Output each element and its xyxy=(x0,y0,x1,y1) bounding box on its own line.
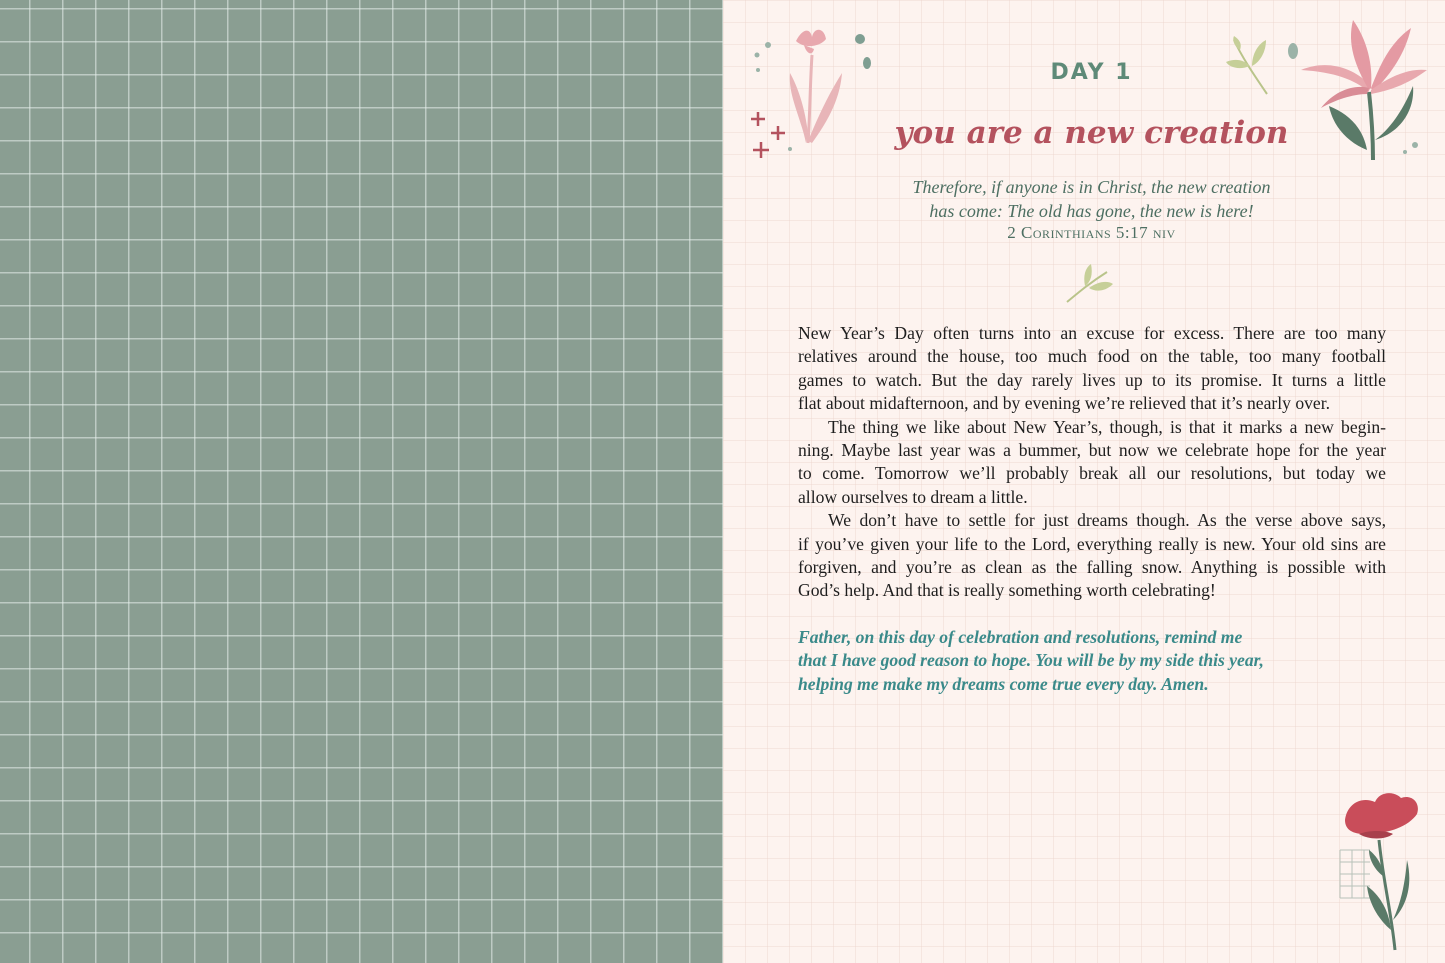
body-line: to come. Tomorrow we’ll probably break all our resolutions, but today we xyxy=(798,463,1386,484)
body-line: ning. Maybe last year was a bummer, but now we celebrate hope for the year xyxy=(798,440,1386,461)
prayer-line: Father, on this day of celebration and resolutions, remind me xyxy=(798,627,1243,647)
devotional-body xyxy=(798,322,1386,603)
red-poppy-icon xyxy=(1335,790,1430,955)
prayer-line: helping me make my dreams come true every day. Amen. xyxy=(798,673,1209,694)
verse-line: has come: The old has gone, the new is here! xyxy=(929,201,1254,221)
verse-line: Therefore, if anyone is in Christ, the new creation xyxy=(912,177,1271,197)
body-line: New Year’s Day often turns into an excuse for excess. There are too many xyxy=(798,323,1386,343)
verse-reference: 2 Corinthians 5:17 niv xyxy=(1007,223,1176,242)
body-line: The thing we like about New Year’s, though, is that it marks a new begin- xyxy=(828,416,1386,437)
leaf-sprig-icon xyxy=(1063,262,1115,306)
body-line: forgiven, and you’re as clean as the falling snow. Anything is possible with xyxy=(798,557,1386,578)
leaf-dot-icon xyxy=(1285,40,1301,62)
body-line: allow ourselves to dream a little. xyxy=(798,486,1028,507)
closing-prayer xyxy=(798,626,1358,696)
page-title: you are a new creation xyxy=(894,115,1289,151)
body-line: games to watch. But the day rarely lives up to its promise. It turns a little xyxy=(798,369,1386,390)
prayer-line: that I have good reason to hope. You will be by my side this year, xyxy=(798,650,1264,671)
body-line: if you’ve given your life to the Lord, everything really is new. Your old sins are xyxy=(798,533,1386,554)
body-line: flat about midafternoon, and by evening we’re relieved that it’s nearly over. xyxy=(798,393,1331,414)
body-line: relatives around the house, too much food on the table, too many football xyxy=(798,346,1386,367)
day-label: DAY 1 xyxy=(1050,60,1133,85)
body-line: We don’t have to settle for just dreams though. As the verse above says, xyxy=(828,510,1386,531)
body-line: God’s help. And that is really something worth celebrating! xyxy=(798,580,1216,601)
scripture-verse xyxy=(760,175,1423,223)
